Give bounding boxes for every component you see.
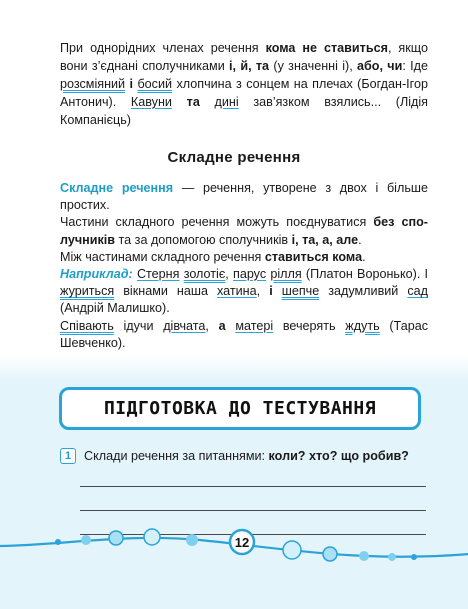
page-number: 12: [234, 535, 250, 550]
parts-rule: [60, 214, 428, 248]
text: задумливий: [319, 284, 408, 299]
text: (Платон Воронько). І: [301, 267, 429, 282]
comma-rule: [60, 249, 428, 266]
text: [200, 95, 215, 109]
answer-line-2[interactable]: [80, 510, 426, 511]
text: та за допомогою сполучників: [115, 232, 292, 247]
underlined-word: золотіє: [183, 267, 226, 282]
underlined-word: матері: [235, 318, 274, 333]
bold-text: без сполучників: [60, 215, 428, 247]
complex-sentence-block: [60, 180, 428, 352]
underlined-word: сад: [407, 284, 429, 299]
text: При однорідних членах речення: [60, 41, 266, 55]
bold-text: та: [186, 95, 200, 109]
example-label: Наприклад:: [60, 267, 133, 282]
bold-text: кома не ставиться: [265, 41, 388, 55]
footer-decoration: [0, 528, 468, 608]
dot: [359, 551, 369, 561]
test-prep-banner: [59, 387, 421, 430]
bold-text: і: [269, 284, 273, 299]
underlined-word: розсміяний: [60, 77, 126, 91]
section-title: Складне речення: [167, 149, 301, 166]
text: , якщо вони з’єднані сполучниками: [60, 41, 428, 73]
text: Частини складного речення можуть поєднуватися: [60, 215, 374, 230]
underlined-word: журиться: [60, 284, 115, 299]
banner-title: ПІДГОТОВКА ДО ТЕСТУВАННЯ: [103, 398, 377, 419]
example-1: [60, 266, 428, 318]
underlined-word: ждуть: [345, 318, 380, 333]
underlined-word: Стерня: [136, 267, 180, 282]
bold-text: ставиться кома: [264, 249, 363, 264]
dot: [323, 547, 337, 561]
rule-paragraph: [60, 39, 428, 129]
task-number: 1: [60, 448, 76, 464]
text: .: [362, 249, 366, 264]
text: зав’язком взялись... (Лідія Компанієць): [60, 95, 428, 127]
text: (у значенні і),: [269, 59, 358, 73]
bold-text: і, й, та: [229, 59, 270, 73]
text: хлопчина з сонцем на плечах (Богдан-Ігор Антонич).: [60, 77, 428, 109]
dot: [144, 529, 160, 545]
dot: [186, 534, 198, 546]
text: вікнами наша: [114, 284, 217, 299]
underlined-word: рілля: [270, 267, 302, 282]
underlined-word: дівчата: [163, 318, 206, 333]
text: [172, 95, 187, 109]
dot: [55, 539, 61, 545]
dot: [109, 531, 123, 545]
term: Складне речення: [60, 181, 174, 195]
underlined-word: Кавуни: [130, 95, 172, 109]
task-1: [60, 448, 430, 464]
text: ,: [225, 267, 233, 282]
text: Між частинами складного речення: [60, 249, 265, 264]
text: [226, 319, 236, 333]
bold-text: коли? хто? що робив?: [268, 449, 409, 463]
text: (Тарас Шевченко).: [60, 318, 428, 350]
example-2: [60, 318, 428, 352]
bold-text: і, та, а, але: [291, 232, 359, 247]
underlined-word: парус: [233, 267, 267, 282]
dot: [411, 554, 417, 560]
bold-text: і: [129, 77, 134, 91]
definition: [60, 180, 428, 214]
underlined-word: дині: [214, 95, 239, 109]
text: : Іде: [402, 59, 429, 73]
text: ,: [205, 318, 219, 333]
answer-line-1[interactable]: [80, 486, 426, 487]
task-text: [84, 448, 409, 464]
text: .: [358, 232, 362, 247]
underlined-word: шепче: [281, 284, 320, 299]
text: (Андрій Малишко).: [60, 301, 170, 316]
text: ,: [256, 284, 270, 299]
text: ідучи: [113, 318, 164, 333]
bold-text: або, чи: [357, 59, 403, 73]
underlined-word: Співають: [60, 318, 114, 333]
underlined-word: хатина: [217, 284, 257, 299]
text: [273, 284, 282, 298]
rule-block: [60, 39, 428, 129]
underlined-word: босий: [137, 77, 173, 91]
dot: [388, 553, 396, 561]
dot: [283, 541, 301, 559]
text: вечерять: [273, 318, 346, 333]
text: — речення, утворене з двох і більше простих.: [60, 181, 428, 213]
dot: [81, 535, 91, 545]
text: Склади речення за питаннями:: [84, 449, 269, 463]
bold-text: а: [218, 318, 226, 333]
